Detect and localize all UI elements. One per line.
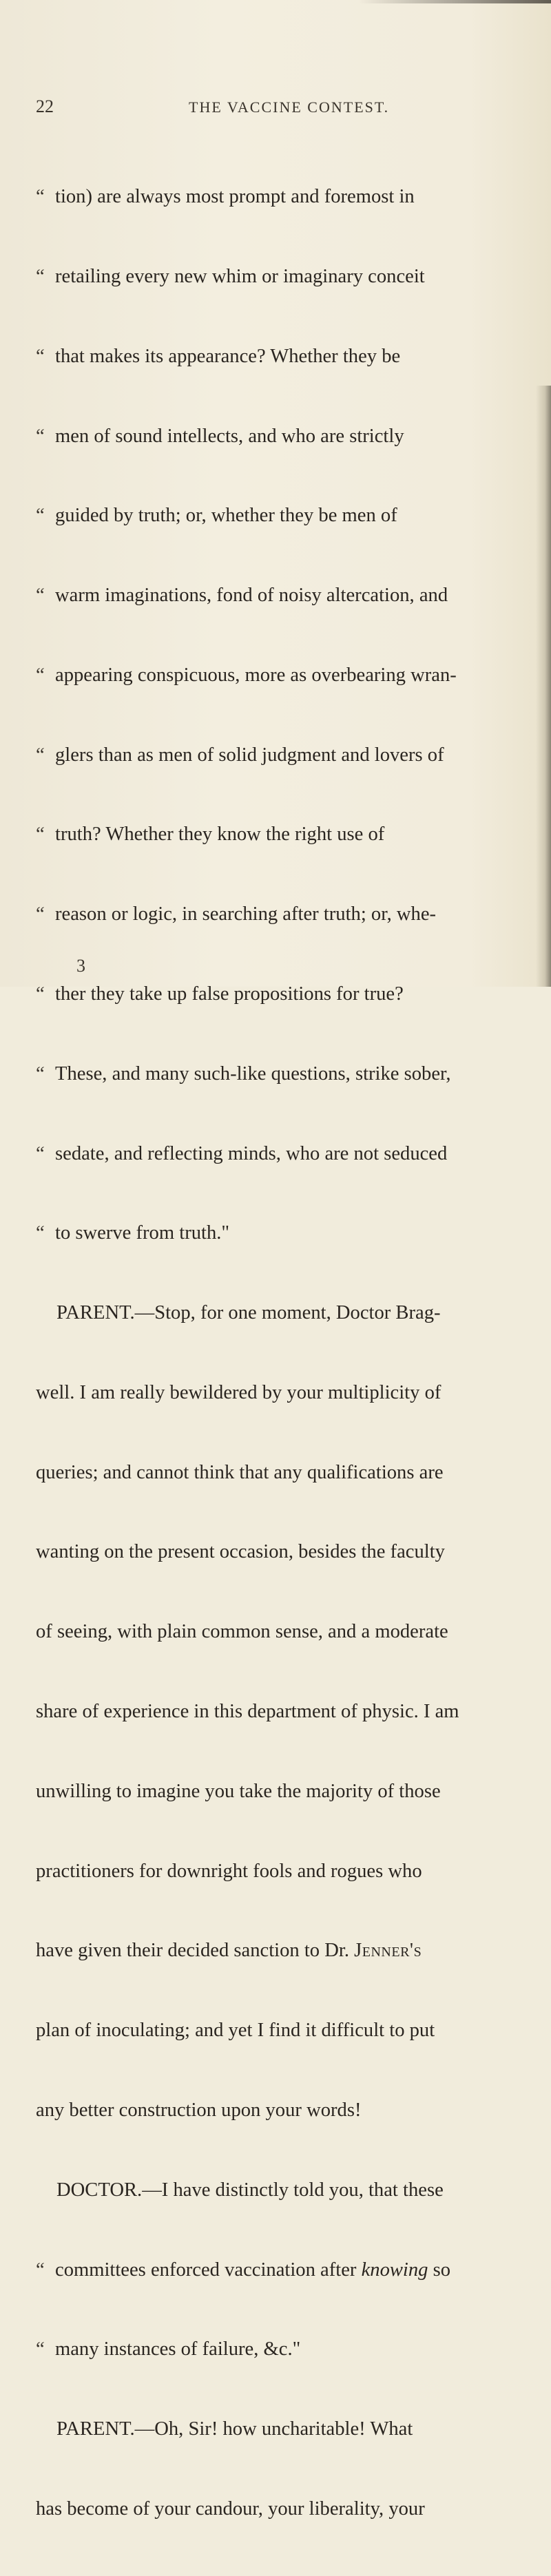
quote-mark: “ [36, 824, 45, 846]
text-line: “ to swerve from truth." [36, 1220, 532, 1247]
quote-mark: “ [36, 2259, 45, 2281]
quote-mark: “ [36, 2338, 45, 2360]
quote-mark: “ [36, 744, 45, 766]
quote-mark: “ [36, 1062, 45, 1085]
quote-mark: “ [36, 585, 45, 607]
text-line: PARENT.—Oh, Sir! how uncharitable! What [56, 2418, 413, 2440]
text-line: practitioners for downright fools and rogues who [36, 1860, 422, 1882]
text-line: “ appearing conspicuous, more as overbearing wran- [36, 662, 532, 689]
quote-mark: “ [36, 265, 45, 287]
text-line: “ sedate, and reflecting minds, who are not seduced [36, 1141, 532, 1168]
quote-mark: “ [36, 983, 45, 1005]
name-jenner: Jenner's [354, 1940, 422, 1962]
text-line: “ warm imaginations, fond of noisy altercation, and [36, 583, 532, 609]
text-line: “ retailing every new whim or imaginary conceit [36, 264, 532, 291]
text-line: has become of your candour, your liberality, your [36, 2498, 425, 2520]
page-number: 22 [36, 96, 54, 116]
text-line: “ glers than as men of solid judgment and lovers of [36, 742, 532, 769]
text-line: “ men of sound intellects, and who are strictly [36, 423, 532, 450]
text-line: DOCTOR.—I have distinctly told you, that these [56, 2179, 444, 2201]
text-line: queries; and cannot think that any qualifications are [36, 1461, 444, 1483]
text-line: “ that makes its appearance? Whether they be [36, 344, 532, 370]
speaker-doctor: DOCTOR. [56, 2179, 143, 2201]
text-line: “ many instances of failure, &c." [36, 2336, 532, 2363]
body-text [36, 131, 532, 2576]
text-line: share of experience in this department of physic. I am [36, 1701, 459, 1723]
text-line: “ ther they take up false propositions for true? [36, 981, 532, 1008]
italic-knowing: knowing [361, 2259, 428, 2281]
text-line: “ guided by truth; or, whether they be men of [36, 503, 532, 530]
text-line: of seeing, with plain common sense, and a moderate [36, 1621, 448, 1643]
text-line: “ tion) are always most prompt and foremost in [36, 184, 532, 211]
signature-mark: 3 [76, 956, 85, 976]
text-line: “ committees enforced vaccination after knowing so [36, 2257, 532, 2284]
text-line: “ truth? Whether they know the right use of [36, 821, 532, 848]
quote-mark: “ [36, 345, 45, 367]
speaker-parent: PARENT. [56, 1302, 135, 1324]
quote-mark: “ [36, 425, 45, 447]
text-line: well. I am really bewildered by your multiplicity of [36, 1381, 441, 1403]
page-edge-shadow [536, 386, 551, 987]
text-line: “ These, and many such-like questions, strike sober, [36, 1061, 532, 1088]
text-line: “ reason or logic, in searching after truth; or, whe- [36, 901, 532, 928]
text-line: unwilling to imagine you take the majority of those [36, 1780, 441, 1802]
text-line: wanting on the present occasion, besides the faculty [36, 1541, 445, 1563]
quote-mark: “ [36, 186, 45, 208]
page-edge-strip [358, 0, 551, 3]
page-header [36, 96, 518, 124]
text-line: plan of inoculating; and yet I find it difficult to put [36, 2020, 435, 2042]
text-line: any better construction upon your words! [36, 2099, 362, 2121]
speaker-parent: PARENT. [56, 2418, 135, 2440]
quote-mark: “ [36, 664, 45, 686]
quote-mark: “ [36, 903, 45, 925]
running-head: THE VACCINE CONTEST. [189, 98, 390, 116]
text-line: PARENT.—Stop, for one moment, Doctor Brag- [56, 1302, 441, 1324]
quote-mark: “ [36, 1142, 45, 1164]
quote-mark: “ [36, 505, 45, 527]
quote-mark: “ [36, 1222, 45, 1244]
text-line: have given their decided sanction to Dr. Jenner's [36, 1940, 422, 1962]
